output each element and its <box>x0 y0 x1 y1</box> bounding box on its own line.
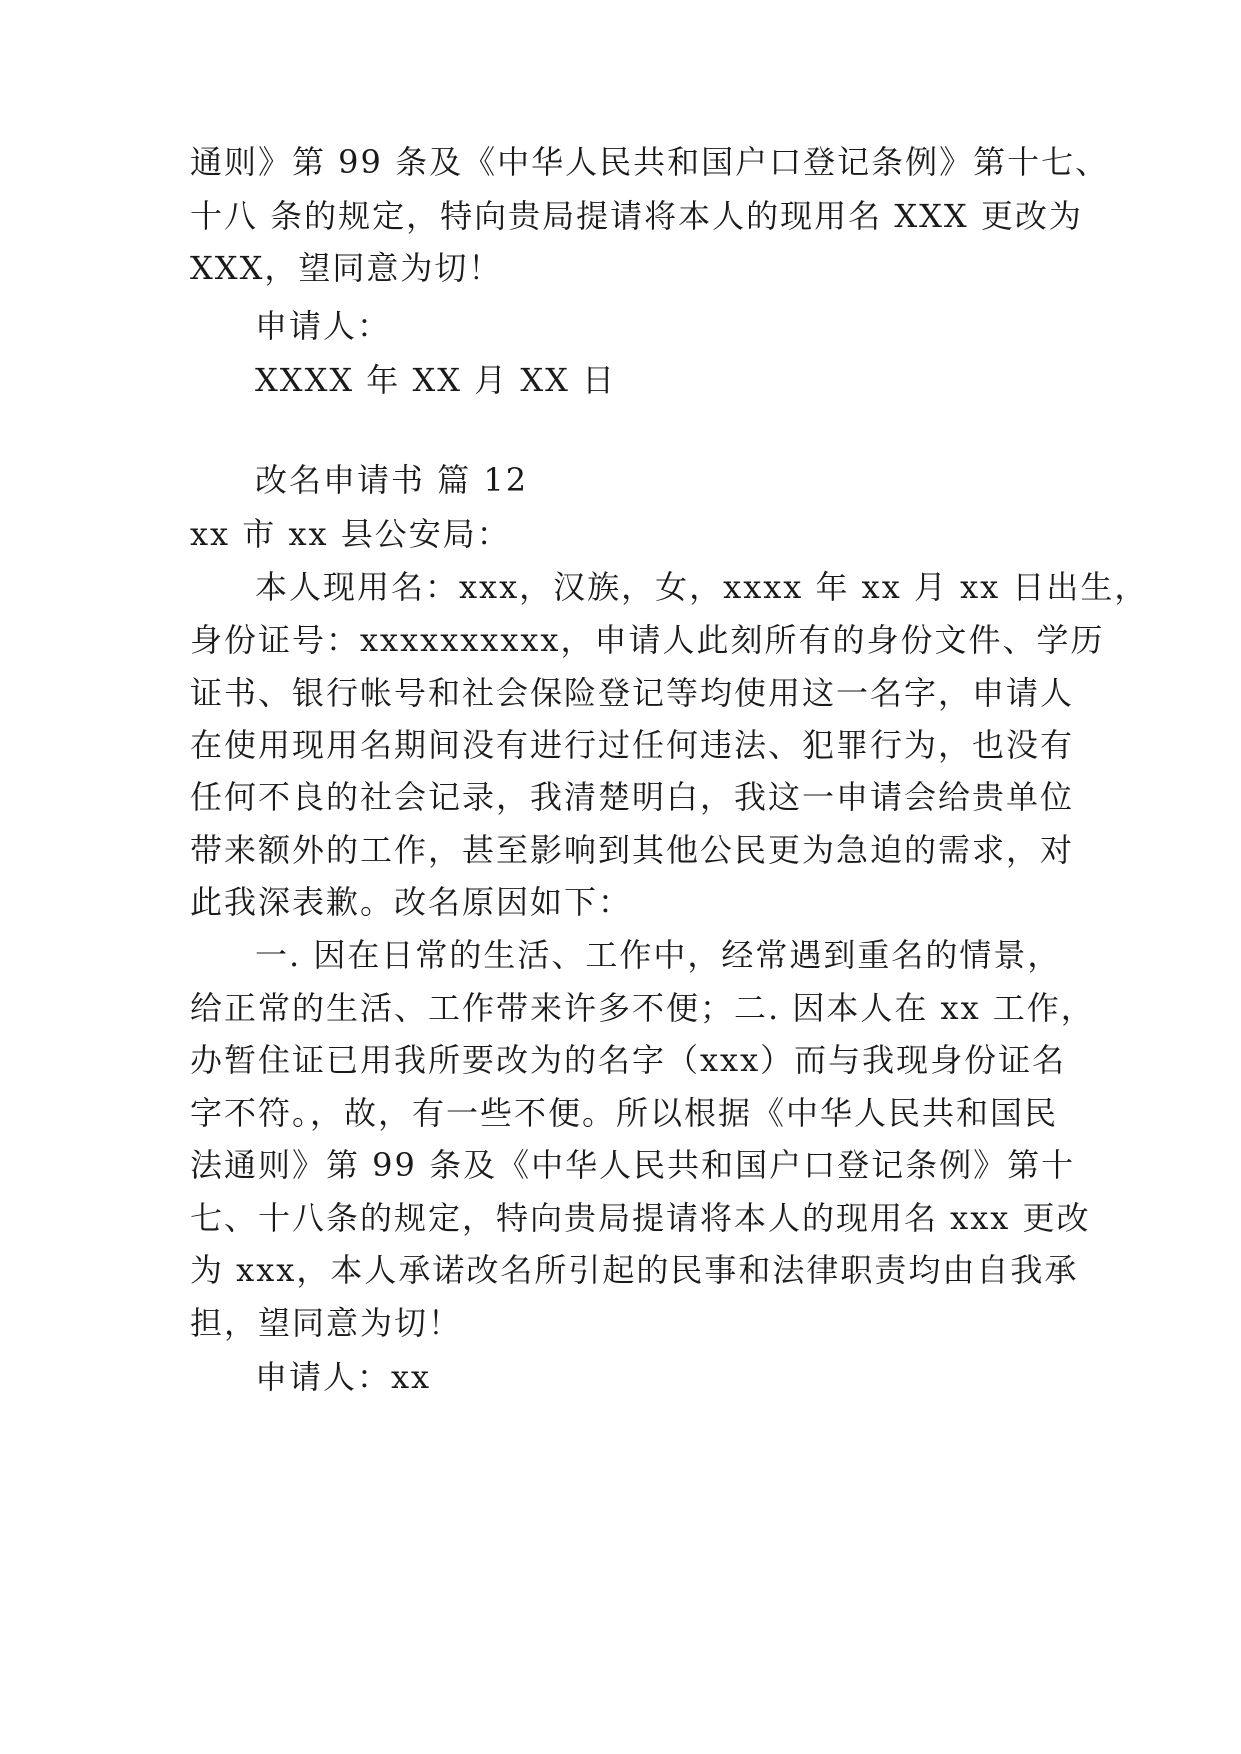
reason-line-5: 法通则》第 99 条及《中华人民共和国户口登记条例》第十 <box>190 1146 1076 1184</box>
body-line-2: 身份证号：xxxxxxxxxx，申请人此刻所有的身份文件、学历 <box>190 621 1105 659</box>
reason-line-7: 为 xxx，本人承诺改名所引起的民事和法律职责均由自我承 <box>190 1251 1079 1289</box>
applicant-signature: 申请人：xx <box>255 1358 432 1396</box>
body-line-4: 在使用现用名期间没有进行过任何违法、犯罪行为，也没有 <box>190 726 1075 764</box>
addressee: xx 市 xx 县公安局： <box>190 515 511 553</box>
continuation-line-1: 通则》第 99 条及《中华人民共和国户口登记条例》第十七、 <box>190 143 1110 181</box>
body-line-6: 带来额外的工作，甚至影响到其他公民更为急迫的需求，对 <box>190 831 1075 869</box>
body-line-1: 本人现用名：xxx，汉族，女，xxxx 年 xx 月 xx 日出生， <box>255 568 1149 606</box>
body-line-5: 任何不良的社会记录，我清楚明白，我这一申请会给贵单位 <box>190 778 1075 816</box>
continuation-line-3: XXX，望同意为切！ <box>190 249 503 287</box>
reason-line-3: 办暂住证已用我所要改为的名字（xxx）而与我现身份证名 <box>190 1041 1067 1079</box>
applicant-label: 申请人： <box>255 307 392 345</box>
application-date: XXXX 年 XX 月 XX 日 <box>255 361 617 399</box>
reason-line-6: 七、十八条的规定，特向贵局提请将本人的现用名 xxx 更改 <box>190 1199 1091 1237</box>
body-line-3: 证书、银行帐号和社会保险登记等均使用这一名字，申请人 <box>190 674 1075 712</box>
reason-line-8: 担，望同意为切！ <box>190 1304 463 1342</box>
body-line-7: 此我深表歉。改名原因如下： <box>190 883 633 921</box>
section-title: 改名申请书 篇 12 <box>255 461 529 499</box>
reason-line-4: 字不符。，故，有一些不便。所以根据《中华人民共和国民 <box>190 1094 1059 1132</box>
reason-line-1: 一. 因在日常的生活、工作中，经常遇到重名的情景， <box>255 936 1062 974</box>
continuation-line-2: 十八 条的规定，特向贵局提请将本人的现用名 XXX 更改为 <box>190 197 1083 235</box>
reason-line-2: 给正常的生活、工作带来许多不便；二. 因本人在 xx 工作， <box>190 989 1095 1027</box>
